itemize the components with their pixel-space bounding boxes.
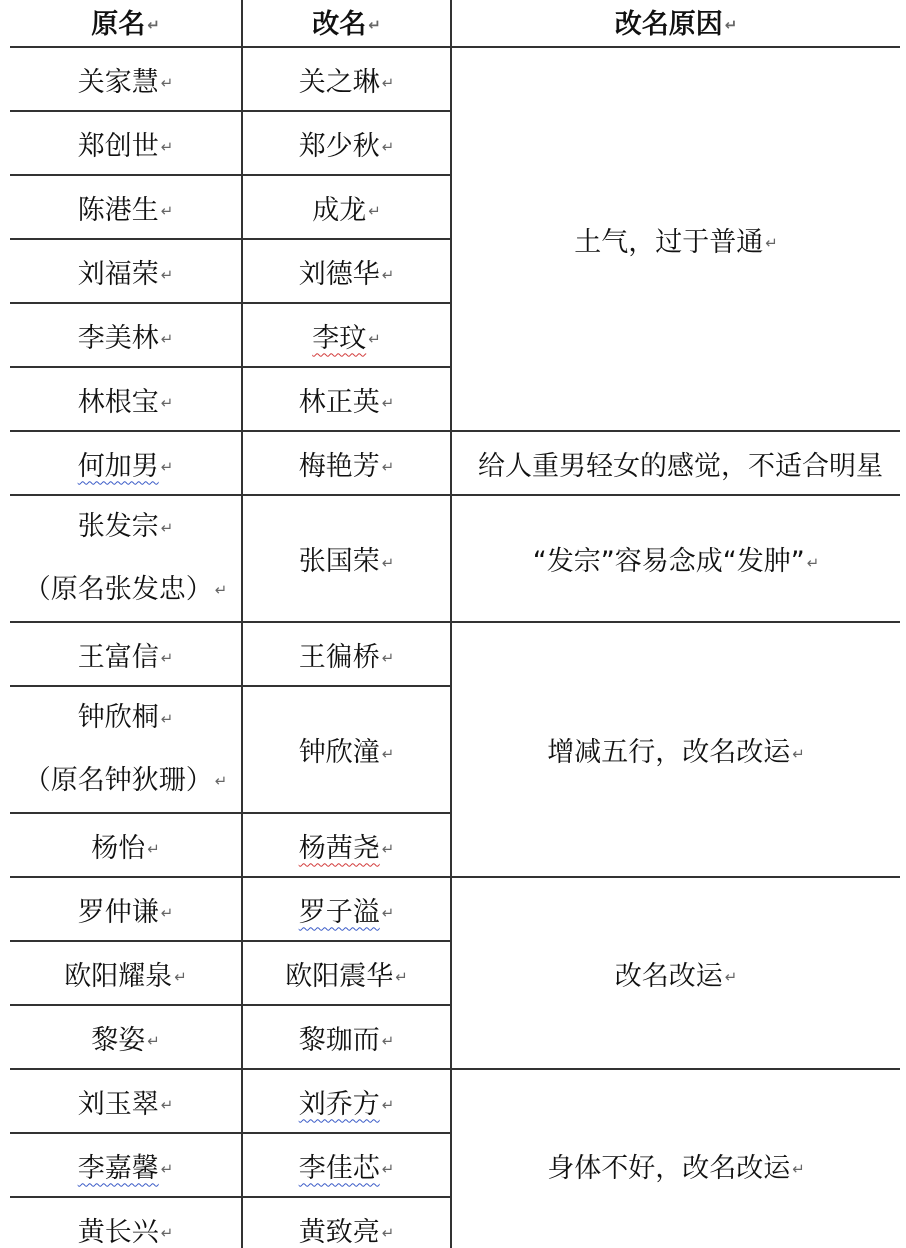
new-name-cell: 李玟 ↵: [242, 303, 451, 367]
new-name-cell: 杨茜尧 ↵: [242, 813, 451, 877]
table-row: [10, 1069, 900, 1133]
original-name-cell: 欧阳耀泉 ↵: [10, 941, 242, 1005]
new-name-cell: 黄致亮 ↵: [242, 1197, 451, 1248]
original-name-cell: 关家慧 ↵: [10, 47, 242, 111]
new-name-cell: 罗子溢 ↵: [242, 877, 451, 941]
original-name-cell: 林根宝 ↵: [10, 367, 242, 431]
reason-cell: “发宗”容易念成“发肿” ↵: [451, 495, 900, 622]
table-row: [10, 431, 900, 495]
new-name-cell: 王徧桥 ↵: [242, 622, 451, 686]
new-name-cell: 刘乔方 ↵: [242, 1069, 451, 1133]
new-name-cell: 黎珈而 ↵: [242, 1005, 451, 1069]
rename-table: [10, 0, 900, 1248]
original-name-cell: 刘福荣 ↵: [10, 239, 242, 303]
reason-cell: 改名改运 ↵: [451, 877, 900, 1069]
new-name-cell: 梅艳芳 ↵: [242, 431, 451, 495]
original-name-cell: 黎姿 ↵: [10, 1005, 242, 1069]
original-name-cell: 钟欣桐 ↵ （原名钟狄珊） ↵: [10, 686, 242, 813]
original-name-cell: 罗仲谦 ↵: [10, 877, 242, 941]
new-name-cell: 刘德华 ↵: [242, 239, 451, 303]
header-renamed: 改名 ↵: [242, 0, 451, 47]
original-name-cell: 李美林 ↵: [10, 303, 242, 367]
new-name-cell: 郑少秋 ↵: [242, 111, 451, 175]
original-name-cell: 张发宗 ↵ （原名张发忠） ↵: [10, 495, 242, 622]
reason-cell: 增减五行，改名改运 ↵: [451, 622, 900, 877]
original-name-cell: 何加男 ↵: [10, 431, 242, 495]
table-row: [10, 622, 900, 686]
table-row: [10, 495, 900, 622]
original-name-cell: 郑创世 ↵: [10, 111, 242, 175]
original-name-cell: 王富信 ↵: [10, 622, 242, 686]
reason-cell: 给人重男轻女的感觉，不适合明星: [451, 431, 900, 495]
table-row: [10, 47, 900, 111]
reason-cell: 身体不好，改名改运 ↵: [451, 1069, 900, 1248]
new-name-cell: 欧阳震华 ↵: [242, 941, 451, 1005]
new-name-cell: 钟欣潼 ↵: [242, 686, 451, 813]
new-name-cell: 张国荣 ↵: [242, 495, 451, 622]
original-name-cell: 杨怡 ↵: [10, 813, 242, 877]
new-name-cell: 关之琳 ↵: [242, 47, 451, 111]
original-name-cell: 李嘉馨 ↵: [10, 1133, 242, 1197]
original-name-cell: 陈港生 ↵: [10, 175, 242, 239]
reason-cell: 土气，过于普通 ↵: [451, 47, 900, 431]
header-original: 原名 ↵: [10, 0, 242, 47]
new-name-cell: 成龙 ↵: [242, 175, 451, 239]
original-name-cell: 刘玉翠 ↵: [10, 1069, 242, 1133]
original-name-cell: 黄长兴 ↵: [10, 1197, 242, 1248]
new-name-cell: 李佳芯 ↵: [242, 1133, 451, 1197]
new-name-cell: 林正英 ↵: [242, 367, 451, 431]
table-row: [10, 877, 900, 941]
header-row: [10, 0, 900, 47]
header-reason: 改名原因 ↵: [451, 0, 900, 47]
